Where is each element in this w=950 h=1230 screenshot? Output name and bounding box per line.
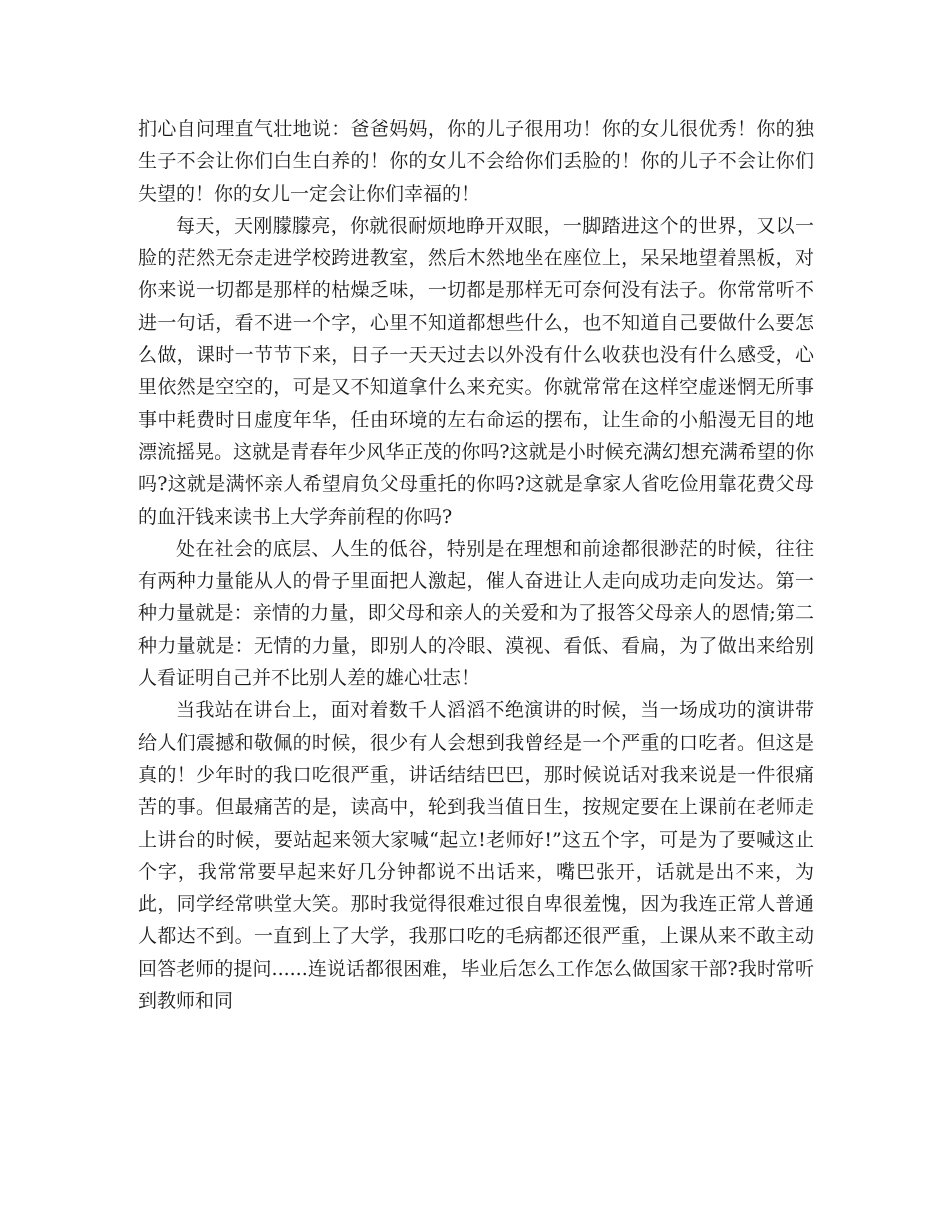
paragraph-1: 扪心自问理直气壮地说：爸爸妈妈，你的儿子很用功！你的女儿很优秀！你的独生子不会让你们白生白养的！你的女儿不会给你们丢脸的！你的儿子不会让你们失望的！你的女儿一定会让你们幸福的！ [138,118,814,205]
paragraph-2: 每天，天刚朦朦亮，你就很耐烦地睁开双眼，一脚踏进这个的世界，又以一脸的茫然无奈走进学校跨进教室，然后木然地坐在座位上，呆呆地望着黑板，对你来说一切都是那样的枯燥乏味，一切都是那样无可奈何没有法子。你常常听不进一句话，看不进一个字，心里不知道都想些什么，也不知道自己要做什么要怎么做，课时一节节下来，日子一天天过去以外没有什么收获也没有什么感受，心里依然是空空的，可是又不知道拿什么来充实。你就常常在这样空虚迷惘无所事事中耗费时日虚度年华，任由环境的左右命运的摆布，让生命的小船漫无目的地漂流摇晃。这就是青春年少风华正茂的你吗?这就是小时候充满幻想充满希望的你吗?这就是满怀亲人希望肩负父母重托的你吗?这就是拿家人省吃俭用靠花费父母的血汗钱来读书上大学奔前程的你吗? [138,214,814,528]
paragraph-3: 处在社会的底层、人生的低谷，特别是在理想和前途都很渺茫的时候，往往有两种力量能从人的骨子里面把人激起，催人奋进让人走向成功走向发达。第一种力量就是：亲情的力量，即父母和亲人的关爱和为了报答父母亲人的恩情;第二种力量就是：无情的力量，即别人的冷眼、漠视、看低、看扁，为了做出来给别人看证明自己并不比别人差的雄心壮志！ [138,537,814,690]
document-body [138,113,814,1017]
paragraph-4: 当我站在讲台上，面对着数千人滔滔不绝演讲的时候，当一场成功的演讲带给人们震撼和敬佩的时候，很少有人会想到我曾经是一个严重的口吃者。但这是真的！少年时的我口吃很严重，讲话结结巴巴，那时候说话对我来说是一件很痛苦的事。但最痛苦的是，读高中，轮到我当值日生，按规定要在上课前在老师走上讲台的时候，要站起来领大家喊“起立!老师好!”这五个字，可是为了要喊这止个字，我常常要早起来好几分钟都说不出话来，嘴巴张开，话就是出不来，为此，同学经常哄堂大笑。那时我觉得很难过很自卑很羞愧，因为我连正常人普通人都达不到。一直到上了大学，我那口吃的毛病都还很严重，上课从来不敢主动回答老师的提问......连说话都很困难，毕业后怎么工作怎么做国家干部?我时常听到教师和同 [138,699,814,1013]
